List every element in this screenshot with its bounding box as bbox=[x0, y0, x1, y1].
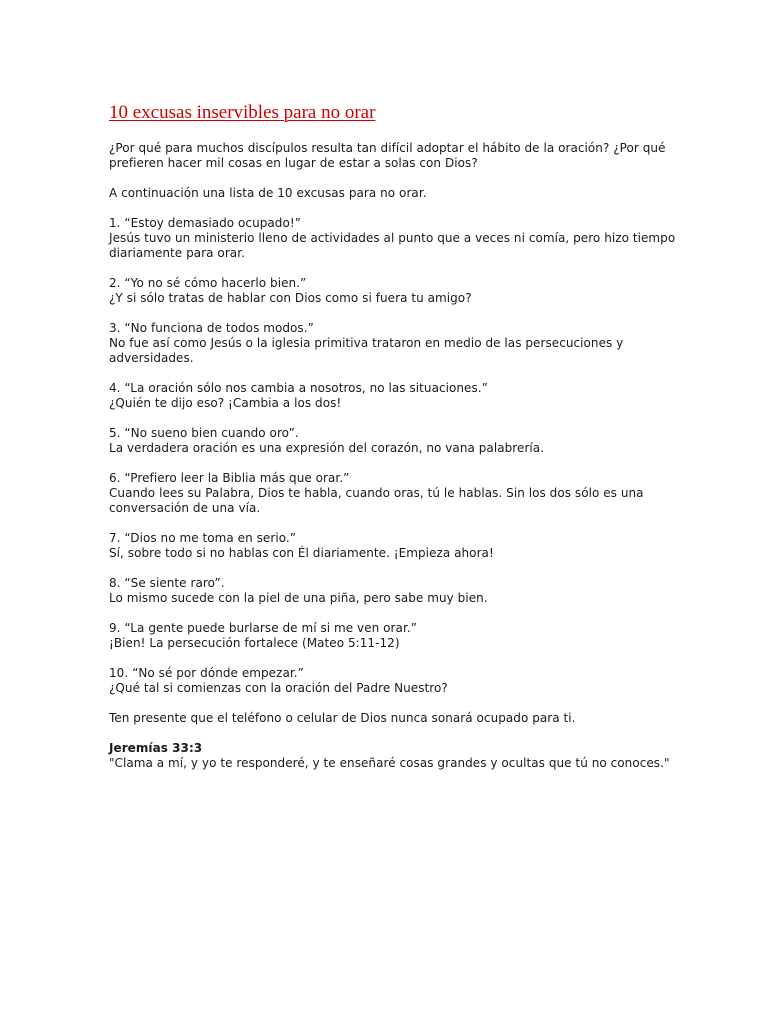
answer-text: No fue así como Jesús o la iglesia primitiva trataron en medio de las persecuciones y bbox=[109, 336, 624, 350]
verse-text: "Clama a mí, y yo te responderé, y te enseñaré cosas grandes y ocultas que tú no conoces." bbox=[109, 756, 670, 770]
excuse-text: 2. “Yo no sé cómo hacerlo bien.” bbox=[109, 276, 307, 290]
document-body bbox=[109, 141, 729, 771]
answer-text: Cuando lees su Palabra, Dios te habla, cuando oras, tú le hablas. Sin los dos sólo es una bbox=[109, 486, 644, 500]
excuse-item bbox=[109, 216, 729, 261]
answer-text: ¡Bien! La persecución fortalece (Mateo 5:11-12) bbox=[109, 636, 400, 650]
answer-text: Jesús tuvo un ministerio lleno de actividades al punto que a veces ni comía, pero hizo tiempo bbox=[109, 231, 676, 245]
closing-text: Ten presente que el teléfono o celular de Dios nunca sonará ocupado para ti. bbox=[109, 711, 576, 725]
excuse-item bbox=[109, 621, 729, 651]
excuse-item bbox=[109, 321, 729, 366]
intro-line: ¿Por qué para muchos discípulos resulta tan difícil adoptar el hábito de la oración? ¿Por qué bbox=[109, 141, 666, 155]
excuse-item bbox=[109, 576, 729, 606]
excuse-item bbox=[109, 276, 729, 306]
verse-block bbox=[109, 741, 729, 771]
list-intro-text: A continuación una lista de 10 excusas para no orar. bbox=[109, 186, 427, 200]
intro-line: prefieren hacer mil cosas en lugar de estar a solas con Dios? bbox=[109, 156, 478, 170]
excuse-item bbox=[109, 426, 729, 456]
answer-text: conversación de una vía. bbox=[109, 501, 261, 515]
excuse-text: 1. “Estoy demasiado ocupado!” bbox=[109, 216, 301, 230]
excuse-text: 8. “Se siente raro”. bbox=[109, 576, 225, 590]
document-page bbox=[109, 101, 729, 786]
excuse-text: 4. “La oración sólo nos cambia a nosotros, no las situaciones.” bbox=[109, 381, 488, 395]
answer-text: adversidades. bbox=[109, 351, 194, 365]
excuse-text: 5. “No sueno bien cuando oro”. bbox=[109, 426, 299, 440]
closing-paragraph bbox=[109, 711, 729, 726]
answer-text: ¿Quién te dijo eso? ¡Cambia a los dos! bbox=[109, 396, 342, 410]
answer-text: ¿Qué tal si comienzas con la oración del Padre Nuestro? bbox=[109, 681, 448, 695]
excuse-item bbox=[109, 381, 729, 411]
verse-reference: Jeremías 33:3 bbox=[109, 741, 203, 755]
answer-text: diariamente para orar. bbox=[109, 246, 245, 260]
excuse-text: 6. “Prefiero leer la Biblia más que orar.” bbox=[109, 471, 350, 485]
document-title: 10 excusas inservibles para no orar bbox=[109, 102, 376, 123]
list-intro-paragraph bbox=[109, 186, 729, 201]
excuse-text: 9. “La gente puede burlarse de mí si me ven orar.” bbox=[109, 621, 417, 635]
answer-text: La verdadera oración es una expresión del corazón, no vana palabrería. bbox=[109, 441, 545, 455]
excuse-item bbox=[109, 471, 729, 516]
intro-paragraph bbox=[109, 141, 729, 171]
excuse-item bbox=[109, 666, 729, 696]
answer-text: Sí, sobre todo si no hablas con Él diariamente. ¡Empieza ahora! bbox=[109, 546, 494, 560]
excuse-text: 3. “No funciona de todos modos.” bbox=[109, 321, 314, 335]
answer-text: Lo mismo sucede con la piel de una piña, pero sabe muy bien. bbox=[109, 591, 488, 605]
excuse-text: 7. “Dios no me toma en serio.” bbox=[109, 531, 297, 545]
answer-text: ¿Y si sólo tratas de hablar con Dios como si fuera tu amigo? bbox=[109, 291, 472, 305]
excuse-text: 10. “No sé por dónde empezar.” bbox=[109, 666, 304, 680]
excuse-item bbox=[109, 531, 729, 561]
